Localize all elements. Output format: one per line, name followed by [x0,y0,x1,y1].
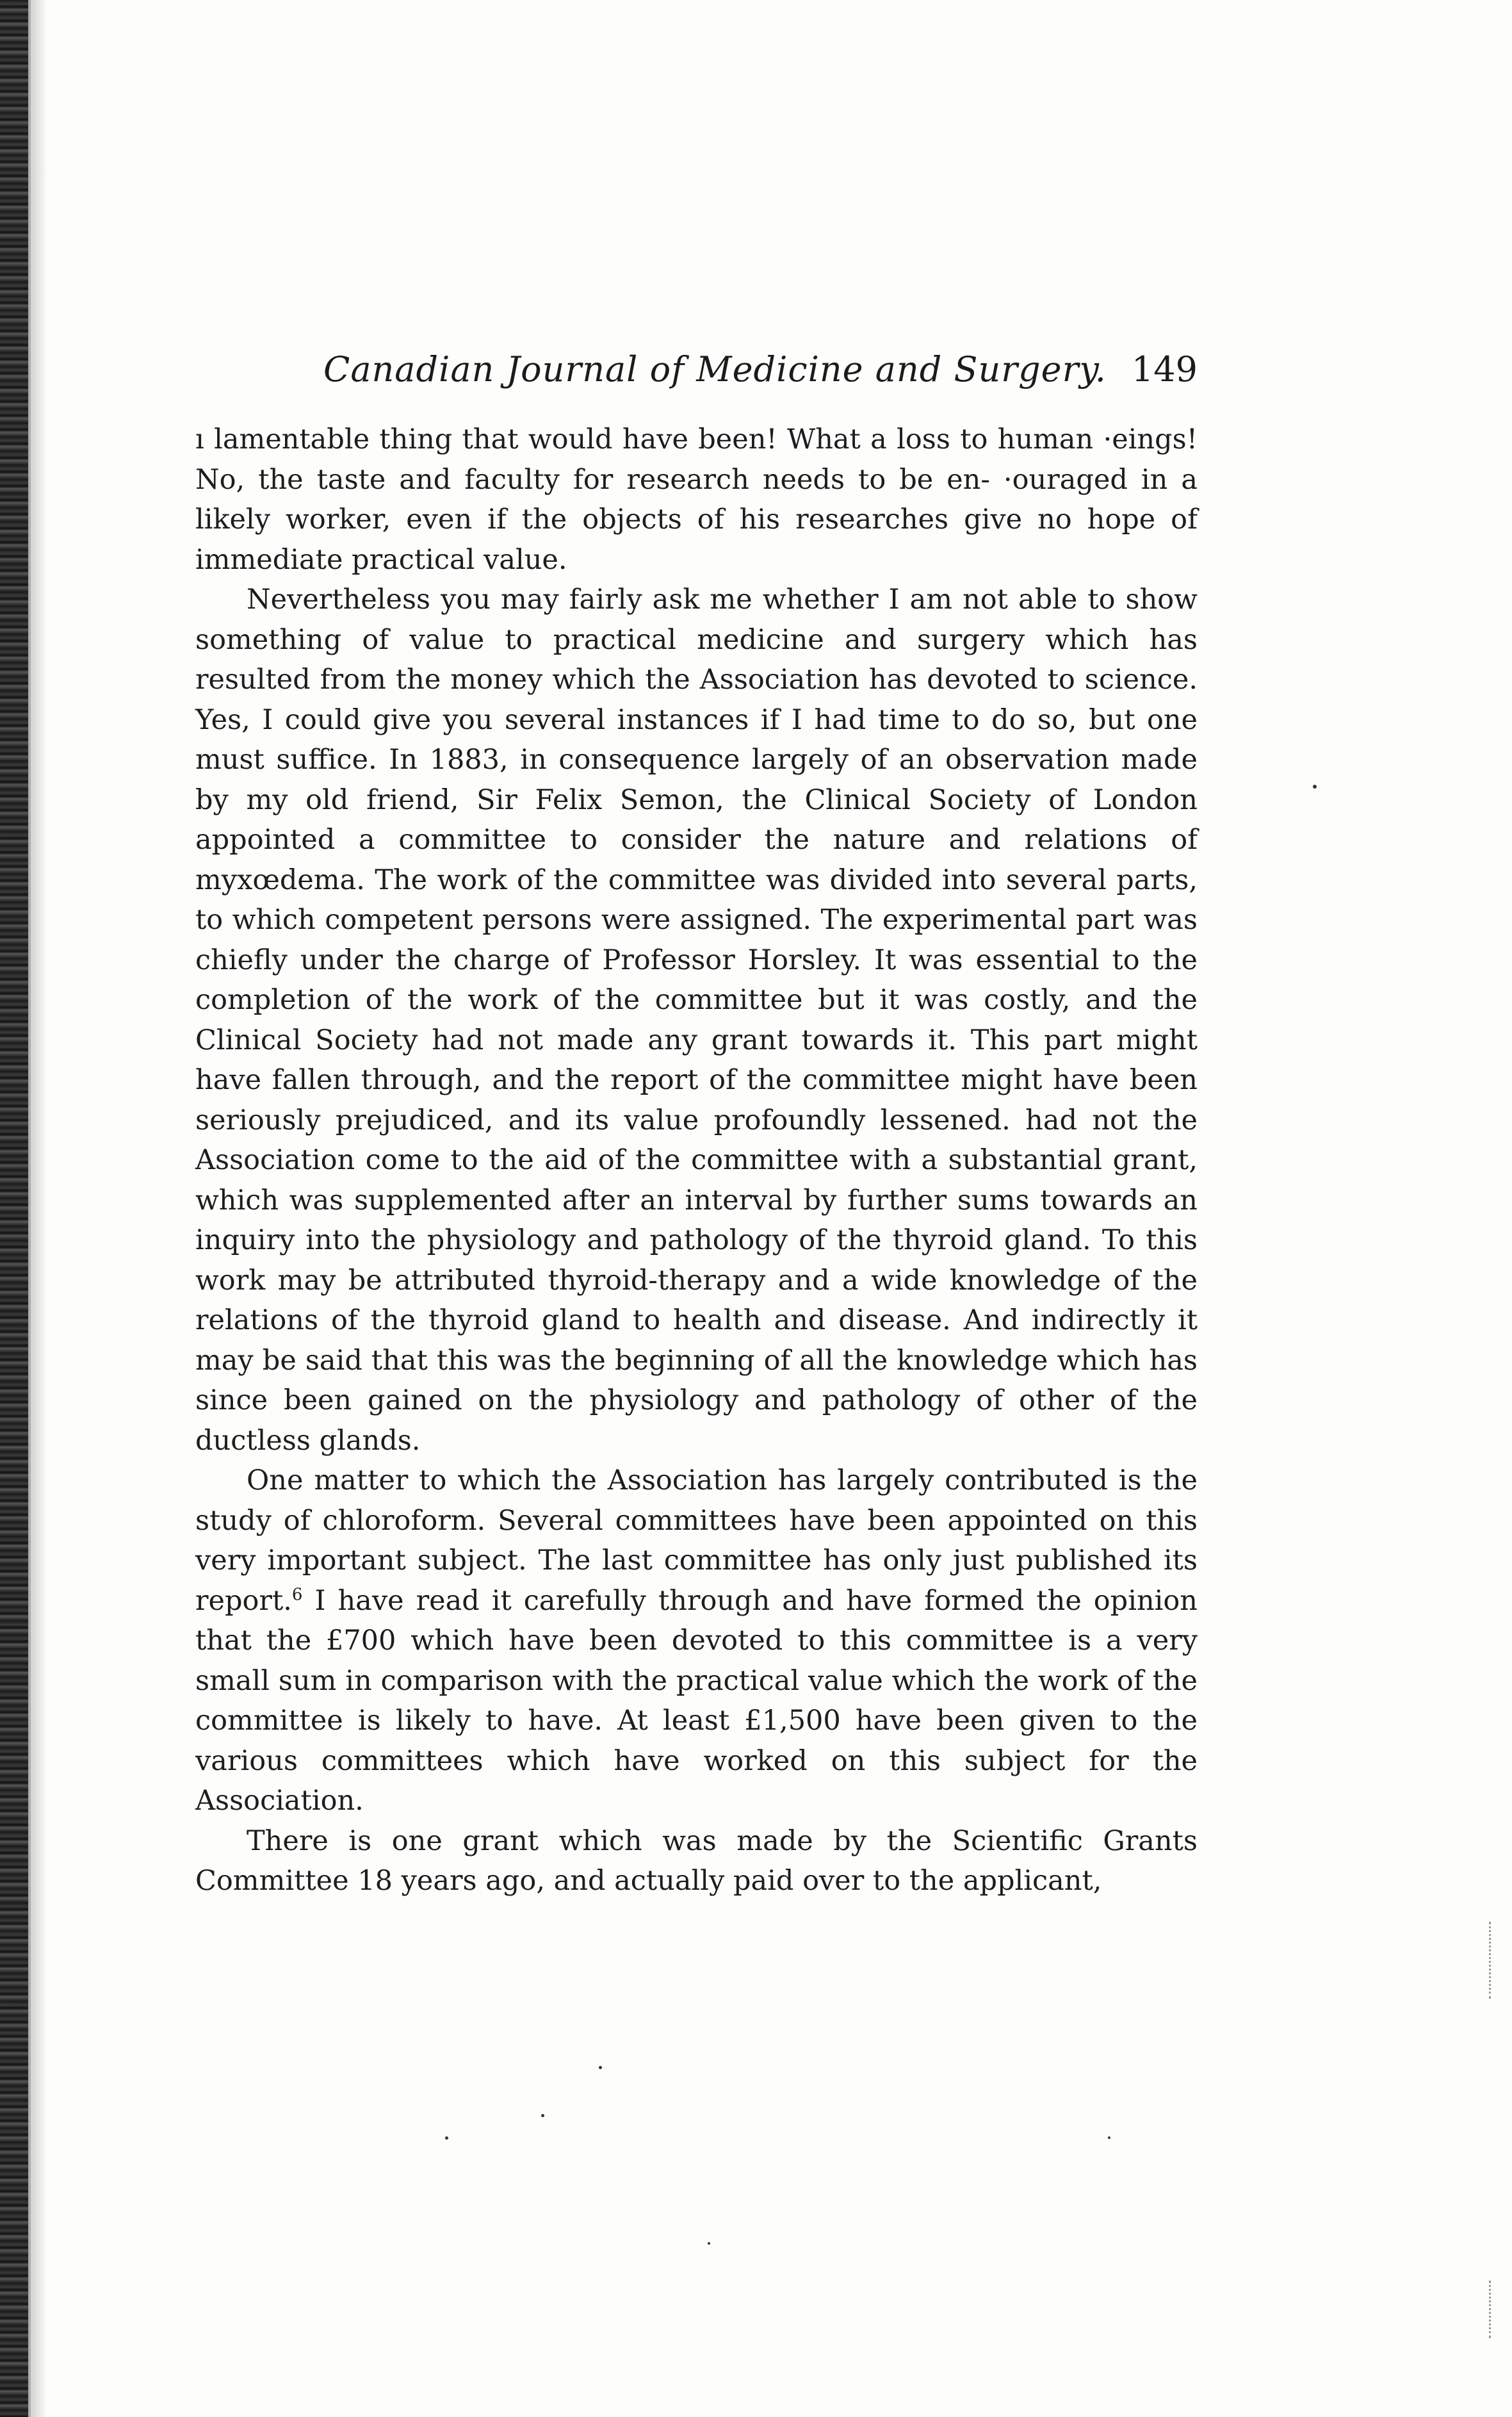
paragraph-2: Nevertheless you may fairly ask me whether I am not able to show something of value to practical medicine and surgery which has resulted from the money which the Association has devoted to science. Yes, I could give you several instances if I had time to do so, but one must suffice. In 1883, in consequence largely of an observation made by my old friend, Sir Felix Semon, the Clinical Society of London appointed a committee to consider the nature and relations of myxœdema. The work of the committee was divided into several parts, to which competent persons were assigned. The experimental part was chiefly under the charge of Professor Horsley. It was essential to the completion of the work of the committee but it was costly, and the Clinical Society had not made any grant towards it. This part might have fallen through, and the report of the committee might have been seriously prejudiced, and its value profoundly lessened. had not the Association come to the aid of the committee with a substantial grant, which was supplemented after an interval by further sums towards an inquiry into the physiology and pathology of the thyroid gland. To this work may be attributed thyroid-therapy and a wide knowledge of the relations of the thyroid gland to health and disease. And indirectly it may be said that this was the beginning of all the knowledge which has since been gained on the physiology and pathology of other of the ductless glands. [195,584,1198,1457]
paragraph-4: There is one grant which was made by the Scientific Grants Committee 18 years ago, and actually paid over to the applicant, [195,1824,1198,1897]
scan-edge-marks [1489,2281,1493,2338]
page-number: 149 [1131,349,1198,389]
footnote-reference: 6 [291,1585,303,1605]
paragraph-3-text-start: One matter to which the Association has largely contributed is the study of chloroform. Several committees have been appointed on this very important subject. The last committee has only just published its report. [195,1464,1198,1617]
scan-speck [599,2066,602,2069]
scan-speck [445,2136,448,2140]
running-title: Canadian Journal of Medicine and Surgery. [323,349,1107,389]
paragraph-1: ı lamentable thing that would have been! What a loss to human ·eings! No, the taste and faculty for research needs to be en- ·ouraged in a likely worker, even if the objects of his researches give no hope of immediate practical value. [195,423,1198,576]
body-text [195,420,1198,1901]
paragraph-3-text-end: I have read it carefully through and have formed the opinion that the £700 which have been devoted to this committee is a very small sum in comparison with the practical value which the work of the committee is likely to have. At least £1,500 have been given to the various committees which have worked on this subject for the Association. [195,1584,1198,1817]
scan-speck [1108,2136,1110,2139]
running-header [195,349,1198,407]
scan-edge-marks [1489,1922,1493,1999]
paragraph-3 [195,1461,1198,1821]
scan-speck [708,2242,710,2245]
scan-speck [541,2114,544,2117]
binding-shadow [28,0,47,2417]
page-binding-edge [0,0,31,2417]
scan-speck [1313,785,1317,789]
